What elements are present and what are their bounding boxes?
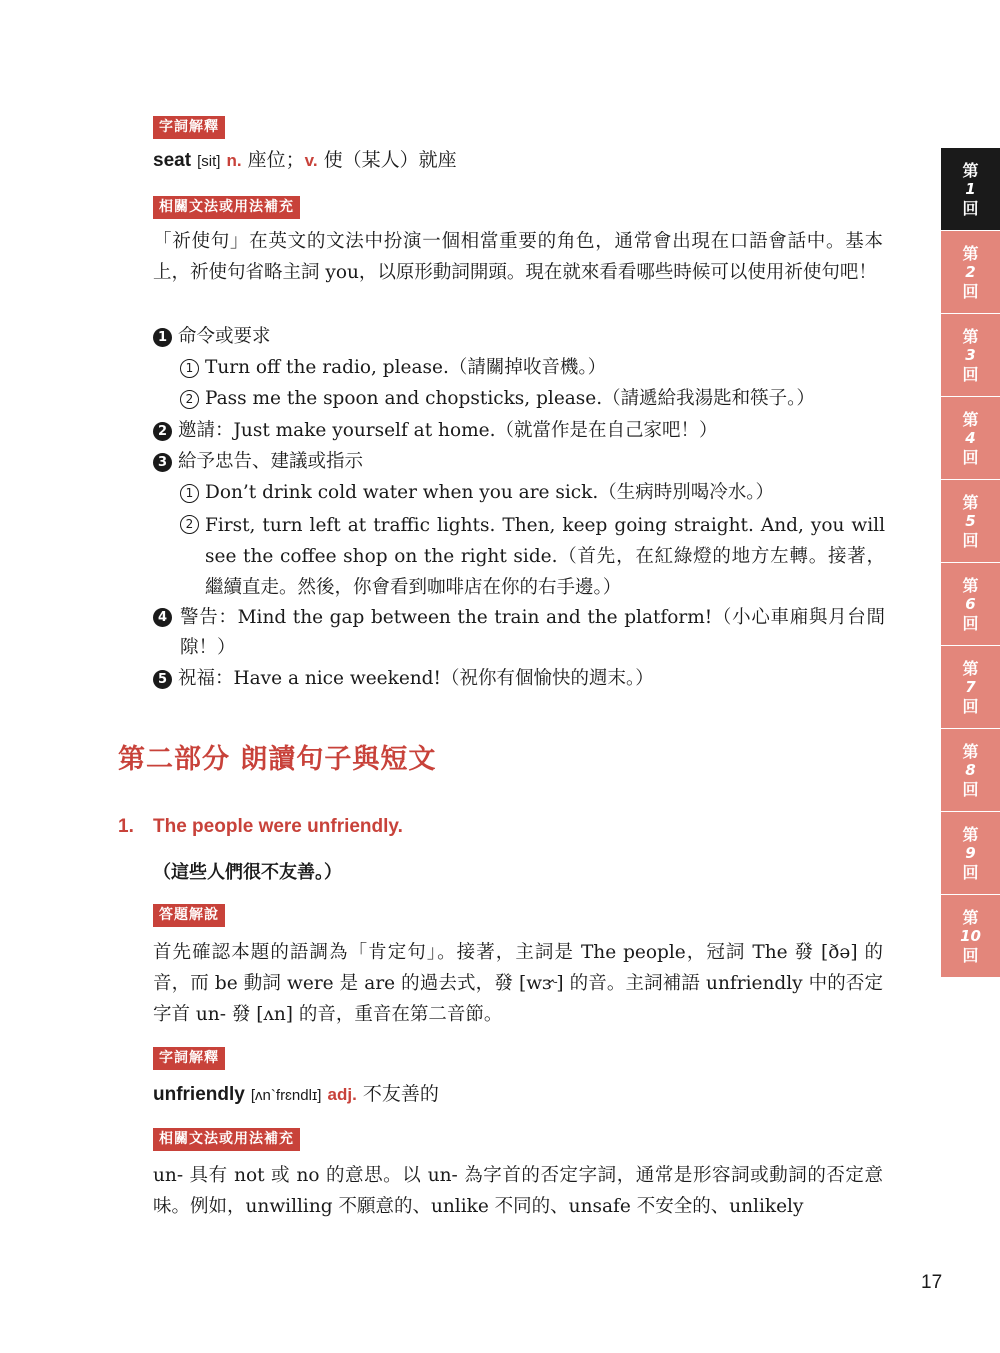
list-item-text: 給予忠告、建議或指示	[178, 451, 364, 472]
vocab-tag: 字詞解釋	[153, 1047, 225, 1070]
list-item-text: 警告：Mind the gap between the train and the platform!（小心車廂與月台間隙！）	[180, 607, 885, 658]
number-badge: 5	[153, 670, 172, 689]
chapter-tab-7[interactable]: 第 7 回	[941, 646, 1000, 728]
page-number: 17	[921, 1272, 943, 1293]
section-title: 第二部分 朗讀句子與短文	[118, 744, 437, 775]
chapter-tab-2[interactable]: 第 2 回	[941, 231, 1000, 313]
vocab-phonetic: [ʌn`frɛndlɪ]	[250, 1087, 322, 1104]
number-badge: 1	[153, 328, 172, 347]
vocab-definition: 不友善的	[362, 1083, 439, 1105]
grammar-paragraph: un- 具有 not 或 no 的意思。以 un- 為字首的否定字詞，通常是形容詞或動詞的否定意味。例如，unwilling 不願意的、unlike 不同的、unsafe 不安全的、unlikely	[153, 1165, 883, 1217]
grammar-tag: 相關文法或用法補充	[153, 196, 300, 219]
question-translation: （這些人們很不友善。）	[153, 862, 342, 883]
number-badge: 2	[153, 422, 172, 441]
vocab-definition: 座位；	[247, 149, 305, 171]
vocab-word: unfriendly	[153, 1084, 245, 1105]
list-item	[153, 603, 885, 663]
vocab-entry-unfriendly	[153, 1082, 439, 1108]
grammar-tag: 相關文法或用法補充	[153, 1128, 300, 1151]
list-item-text: 命令或要求	[178, 326, 271, 347]
list-item-text: First, turn left at traffic lights. Then, keep going straight. And, you will see the coffee shop on the right side.（首先，在紅綠燈的地方左轉。接著，繼續直走。然後，你會看到咖啡店在你的右手邊。）	[205, 515, 885, 598]
list-item	[153, 449, 363, 475]
chapter-tabs	[941, 148, 1000, 978]
list-item	[153, 666, 654, 692]
list-item-text: Turn off the radio, please.（請關掉收音機。）	[205, 357, 607, 378]
chapter-tab-6[interactable]: 第 6 回	[941, 563, 1000, 645]
answer-paragraph: 首先確認本題的語調為「肯定句」。接著，主詞是 The people，冠詞 The 發 [ðə] 的音，而 be 動詞 were 是 are 的過去式，發 [wɝ] 的音。主詞補語 unfriendly 中的否定字首 un- 發 [ʌn] 的音，重音在第二音節。	[153, 942, 883, 1025]
chapter-tab-5[interactable]: 第 5 回	[941, 480, 1000, 562]
number-badge: 3	[153, 453, 172, 472]
grammar-paragraph: 「祈使句」在英文的文法中扮演一個相當重要的角色，通常會出現在口語會話中。基本上，祈使句省略主詞 you，以原形動詞開頭。現在就來看看哪些時候可以使用祈使句吧！	[153, 231, 883, 283]
list-item-text: 祝福：Have a nice weekend!（祝你有個愉快的週末。）	[178, 668, 654, 689]
vocab-pos: v.	[304, 151, 318, 170]
number-badge: 4	[153, 608, 172, 627]
circle-number: 2	[180, 515, 199, 534]
chapter-tab-4[interactable]: 第 4 回	[941, 397, 1000, 479]
list-item-text: Don’t drink cold water when you are sick.（生病時別喝冷水。）	[205, 482, 774, 503]
list-subitem	[180, 510, 885, 603]
circle-number: 2	[180, 390, 199, 409]
list-item-text: 邀請：Just make yourself at home.（就當作是在自己家吧！）	[178, 420, 718, 441]
vocab-entry-seat	[153, 148, 457, 174]
chapter-tab-8[interactable]: 第 8 回	[941, 729, 1000, 811]
vocab-pos: n.	[226, 151, 242, 170]
list-item-text: Pass me the spoon and chopsticks, please.（請遞給我湯匙和筷子。）	[205, 388, 815, 409]
chapter-tab-9[interactable]: 第 9 回	[941, 812, 1000, 894]
circle-number: 1	[180, 359, 199, 378]
list-subitem	[180, 480, 774, 506]
question-english	[118, 816, 403, 838]
answer-tag: 答題解說	[153, 904, 225, 927]
vocab-definition: 使（某人）就座	[323, 149, 457, 171]
chapter-tab-10[interactable]: 第 10 回	[941, 895, 1000, 977]
circle-number: 1	[180, 484, 199, 503]
list-subitem	[180, 386, 815, 412]
list-item	[153, 418, 717, 444]
question-sentence: The people were unfriendly.	[153, 816, 403, 837]
chapter-tab-3[interactable]: 第 3 回	[941, 314, 1000, 396]
chapter-tab-1[interactable]: 第 1 回	[941, 148, 1000, 230]
vocab-tag: 字詞解釋	[153, 116, 225, 139]
list-subitem	[180, 355, 606, 381]
list-item	[153, 324, 271, 350]
question-number: 1.	[118, 816, 134, 837]
vocab-word: seat	[153, 150, 192, 171]
vocab-phonetic: [sit]	[197, 153, 221, 170]
vocab-pos: adj.	[327, 1085, 357, 1104]
